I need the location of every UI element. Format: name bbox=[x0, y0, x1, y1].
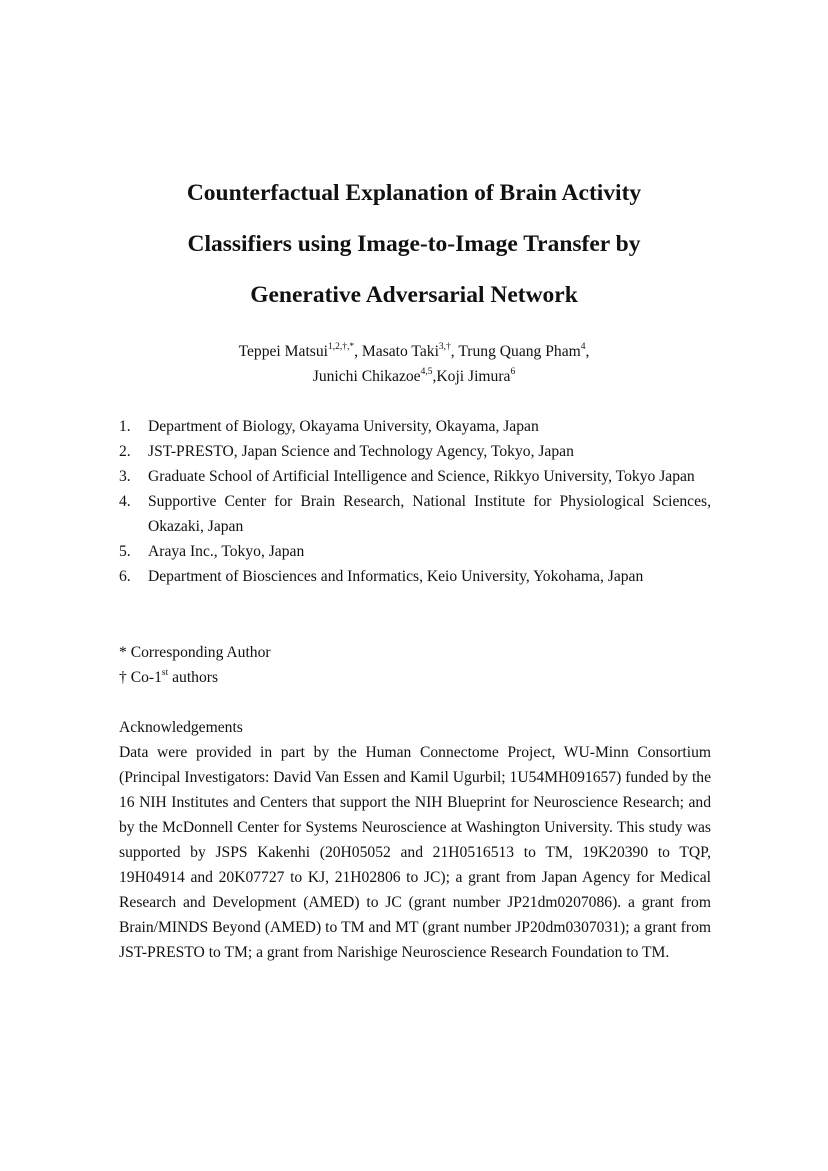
affiliation-text: Supportive Center for Brain Research, National Institute for Physiological Sciences, Okazaki, Japan bbox=[148, 493, 711, 535]
author-line bbox=[80, 339, 748, 364]
author-name: Koji Jimura bbox=[436, 368, 511, 385]
paper-title bbox=[80, 168, 748, 321]
affiliation-item bbox=[119, 539, 711, 564]
acknowledgements-heading: Acknowledgements bbox=[119, 719, 243, 736]
author-list bbox=[80, 339, 748, 389]
affiliation-number: 6. bbox=[119, 568, 131, 585]
author-line bbox=[80, 364, 748, 389]
author-separator: , bbox=[354, 343, 362, 360]
title-line: Counterfactual Explanation of Brain Activity bbox=[186, 180, 642, 206]
affiliation-number: 5. bbox=[119, 543, 131, 560]
author-separator: , bbox=[432, 368, 437, 385]
affiliation-number: 4. bbox=[119, 493, 131, 510]
author-name: Junichi Chikazoe bbox=[312, 368, 421, 385]
corresponding-author-note: * Corresponding Author bbox=[119, 644, 271, 661]
affiliation-text: Graduate School of Artificial Intelligence and Science, Rikkyo University, Tokyo Japan bbox=[148, 468, 695, 485]
title-line: Generative Adversarial Network bbox=[250, 282, 578, 308]
affiliation-item bbox=[119, 464, 711, 489]
affiliation-text: Araya Inc., Tokyo, Japan bbox=[148, 543, 305, 560]
author-affiliation-marks: 3,† bbox=[438, 341, 451, 352]
affiliation-text: Department of Biology, Okayama University, Okayama, Japan bbox=[148, 418, 539, 435]
author-name: Trung Quang Pham bbox=[458, 343, 581, 360]
author-affiliation-marks: 1,2,†,* bbox=[327, 341, 355, 352]
author-name: Masato Taki bbox=[361, 343, 439, 360]
affiliation-text: JST-PRESTO, Japan Science and Technology Agency, Tokyo, Japan bbox=[148, 443, 574, 460]
affiliation-item bbox=[119, 564, 711, 589]
affiliation-number: 3. bbox=[119, 468, 131, 485]
affiliation-number: 1. bbox=[119, 418, 131, 435]
affiliation-number: 2. bbox=[119, 443, 131, 460]
author-affiliation-marks: 6 bbox=[510, 366, 516, 377]
co-first-prefix: † Co-1 bbox=[119, 669, 162, 686]
co-first-suffix: authors bbox=[168, 669, 219, 686]
author-separator: , bbox=[585, 343, 590, 360]
author-notes bbox=[119, 640, 271, 690]
author-name: Teppei Matsui bbox=[238, 343, 328, 360]
author-affiliation-marks: 4 bbox=[580, 341, 586, 352]
co-first-authors-note bbox=[119, 665, 271, 690]
affiliation-item bbox=[119, 439, 711, 464]
title-line: Classifiers using Image-to-Image Transfer by bbox=[187, 231, 641, 257]
affiliation-text: Department of Biosciences and Informatics, Keio University, Yokohama, Japan bbox=[148, 568, 644, 585]
co-first-superscript: st bbox=[161, 667, 169, 678]
affiliation-item bbox=[119, 489, 711, 539]
author-separator: , bbox=[450, 343, 459, 360]
author-affiliation-marks: 4,5 bbox=[420, 366, 433, 377]
affiliation-list bbox=[119, 414, 711, 589]
affiliation-item bbox=[119, 414, 711, 439]
acknowledgements-body: Data were provided in part by the Human Connectome Project, WU-Minn Consortium (Principal Investigators: David Van Essen and Kamil Ugurbil; 1U54MH091657) funded by the 16 NIH Institutes and Centers that support the NIH Blueprint for Neuroscience Research; and by the McDonnell Center for Systems Neuroscience at Washington University. This study was supported by JSPS Kakenhi (20H05052 and 21H0516513 to TM, 19K20390 to TQP, 19H04914 and 20K07727 to KJ, 21H02806 to JC); a grant from Japan Agency for Medical Research and Development (AMED) to JC (grant number JP21dm0207086). a grant from Brain/MINDS Beyond (AMED) to TM and MT (grant number JP20dm0307031); a grant from JST-PRESTO to TM; a grant from Narishige Neuroscience Research Foundation to TM. bbox=[119, 744, 711, 961]
